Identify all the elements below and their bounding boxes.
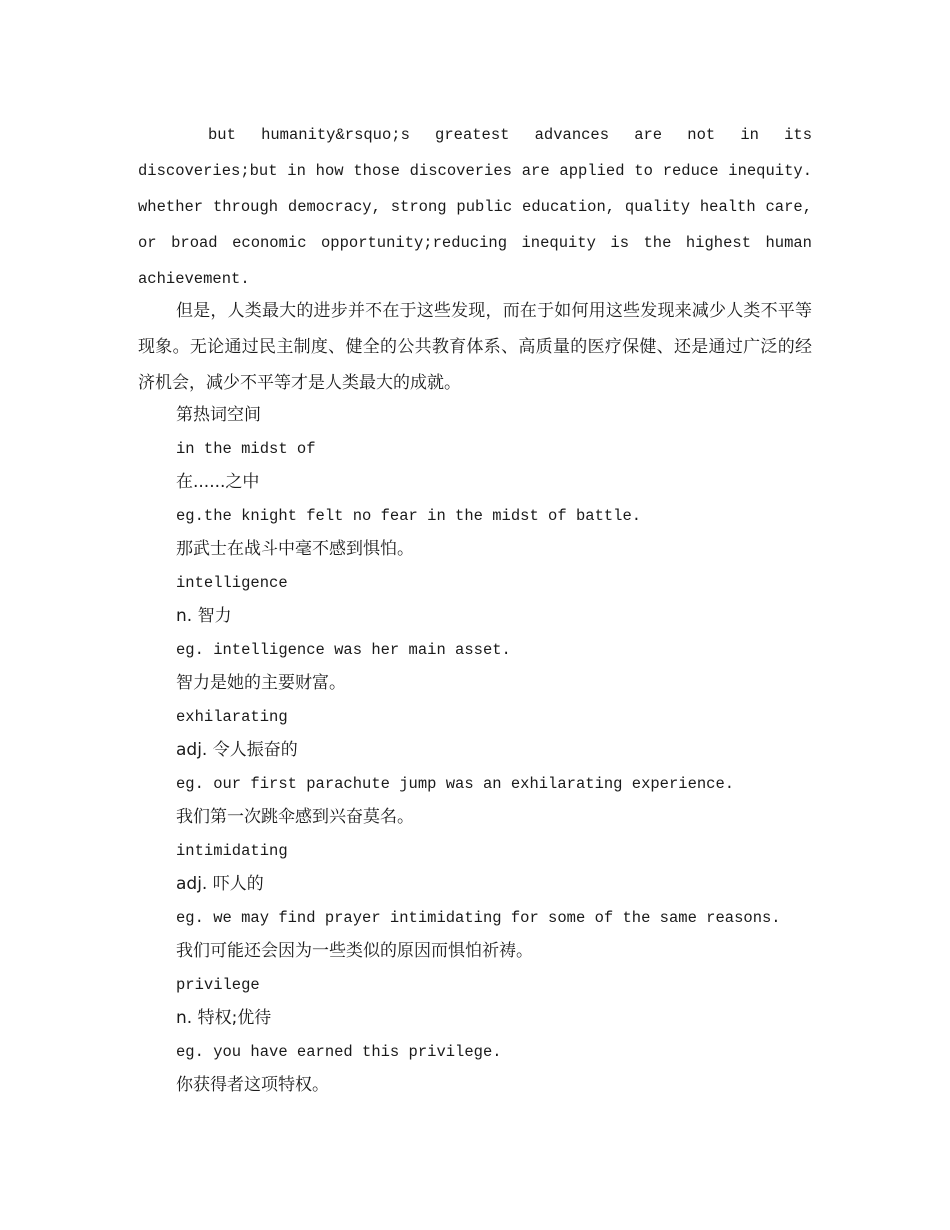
vocab-entry bbox=[176, 433, 816, 567]
vocabulary-section bbox=[176, 399, 816, 1103]
vocab-word: exhilarating bbox=[176, 707, 288, 726]
vocab-entry bbox=[176, 701, 816, 835]
vocab-definition: adj. 令人振奋的 bbox=[176, 740, 298, 760]
vocab-translation: 你获得者这项特权。 bbox=[176, 1075, 329, 1095]
vocab-translation: 我们可能还会因为一些类似的原因而惧怕祈祷。 bbox=[176, 941, 533, 961]
vocab-entry bbox=[176, 567, 816, 701]
vocab-definition: 在......之中 bbox=[176, 472, 260, 492]
english-paragraph: but humanity&rsquo;s greatest advances are not in its discoveries;but in how those discoveries are applied to reduce inequity. whether through democracy, strong public education, quality health care, or broad economic opportunity;reducing inequity is the highest human achievement. bbox=[138, 126, 812, 288]
vocab-entry bbox=[176, 835, 816, 969]
vocab-example: eg. our first parachute jump was an exhilarating experience. bbox=[176, 774, 735, 793]
vocab-example: eg.the knight felt no fear in the midst of battle. bbox=[176, 506, 642, 525]
section-heading: 第热词空间 bbox=[176, 405, 261, 425]
vocab-word: in the midst of bbox=[176, 439, 316, 458]
vocab-example: eg. we may find prayer intimidating for some of the same reasons. bbox=[176, 908, 781, 927]
vocab-word: intelligence bbox=[176, 573, 288, 592]
vocab-word: privilege bbox=[176, 975, 260, 994]
vocab-translation: 那武士在战斗中毫不感到惧怕。 bbox=[176, 539, 414, 559]
vocab-definition: adj. 吓人的 bbox=[176, 874, 264, 894]
vocab-example: eg. intelligence was her main asset. bbox=[176, 640, 511, 659]
vocab-definition: n. 特权;优待 bbox=[176, 1008, 272, 1028]
vocab-definition: n. 智力 bbox=[176, 606, 232, 626]
vocab-translation: 我们第一次跳伞感到兴奋莫名。 bbox=[176, 807, 414, 827]
vocab-word: intimidating bbox=[176, 841, 288, 860]
vocab-example: eg. you have earned this privilege. bbox=[176, 1042, 502, 1061]
chinese-paragraph: 但是，人类最大的进步并不在于这些发现，而在于如何用这些发现来减少人类不平等现象。无论通过民主制度、健全的公共教育体系、高质量的医疗保健、还是通过广泛的经济机会，减少不平等才是人类最大的成就。 bbox=[138, 301, 812, 393]
vocab-entry bbox=[176, 969, 816, 1103]
vocab-translation: 智力是她的主要财富。 bbox=[176, 673, 346, 693]
